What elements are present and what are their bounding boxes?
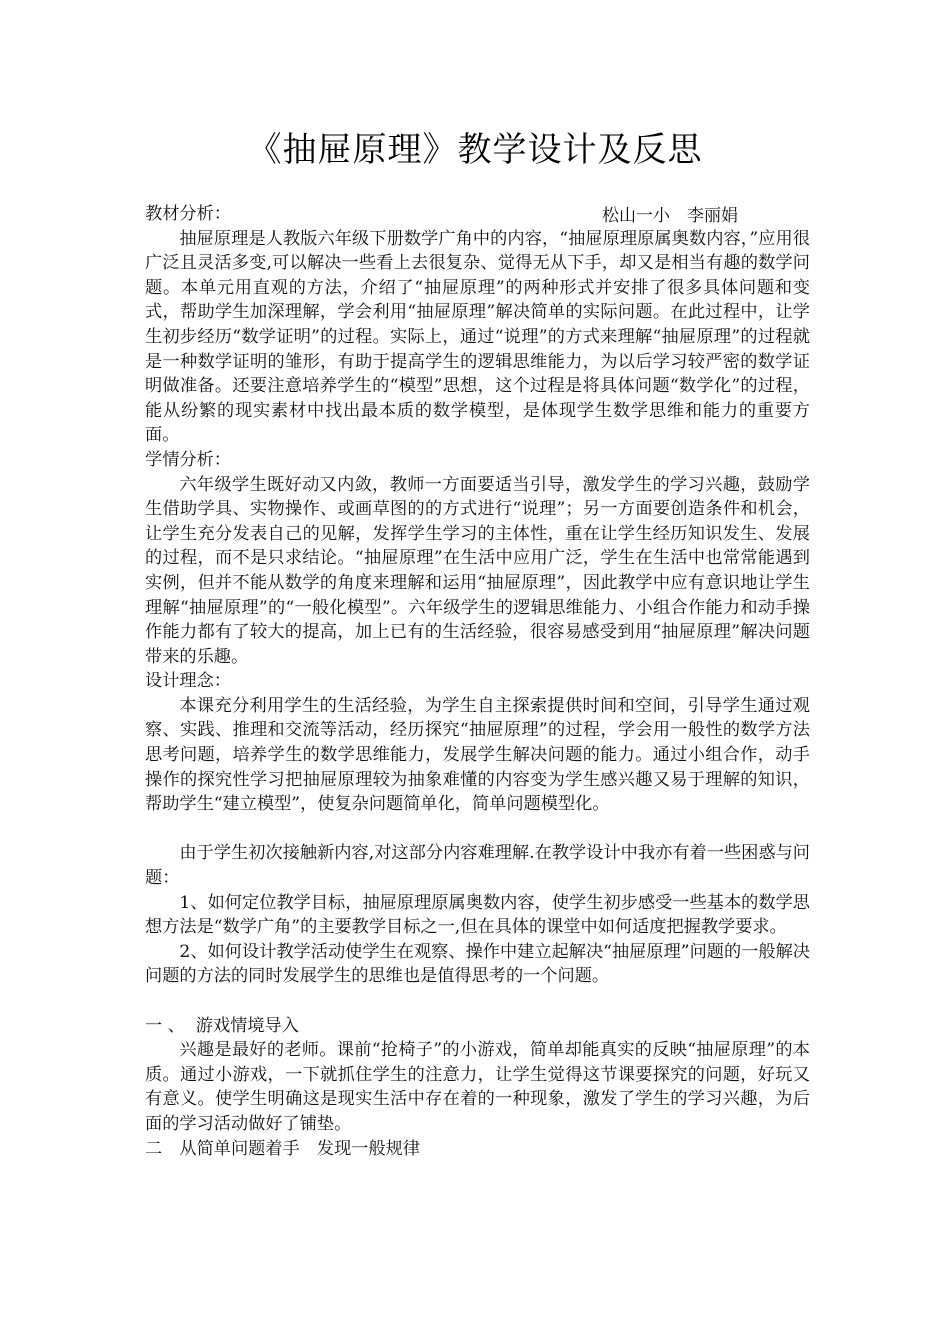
section-heading-part2: 二 从简单问题着手 发现一般规律 bbox=[145, 1138, 421, 1159]
author-line: 松山一小 李丽娟 bbox=[602, 206, 738, 226]
document-body bbox=[145, 202, 810, 1161]
document-title: 《抽屉原理》教学设计及反思 bbox=[247, 130, 703, 170]
blank-line bbox=[145, 817, 810, 842]
section-heading-concept: 设计理念： bbox=[145, 671, 231, 692]
paragraph-concept: 本课充分利用学生的生活经验，为学生自主探索提供时间和空间，引导学生通过观察、实践、推理和交流等活动，经历探究“抽屉原理”的过程，学会用一般性的数学方法思考问题，培养学生的数学思维能力，发展学生解决问题的能力。通过小组合作，动手操作的探究性学习把抽屉原理较为抽象难懂的内容变为学生感兴趣又易于理解的知识，帮助学生“建立模型”，使复杂问题简单化，简单问题模型化。 bbox=[145, 695, 810, 815]
paragraph-students: 六年级学生既好动又内敛，教师一方面要适当引导，激发学生的学习兴趣，鼓励学生借助学具、实物操作、或画草图的的方式进行“说理”；另一方面要创造条件和机会，让学生充分发表自己的见解，发挥学生学习的主体性，重在让学生经历知识发生、发展的过程，而不是只求结论。“抽屉原理”在生活中应用广泛，学生在生活中也常常能遇到实例，但并不能从数学的角度来理解和运用“抽屉原理”，因此教学中应有意识地让学生理解“抽屉原理”的“一般化模型”。六年级学生的逻辑思维能力、小组合作能力和动手操作能力都有了较大的提高，加上已有的生活经验，很容易感受到用“抽屉原理”解决问题带来的乐趣。 bbox=[145, 474, 810, 667]
section-heading-students: 学情分析： bbox=[145, 449, 231, 470]
paragraph-question-1: 1、如何定位教学目标，抽屉原理原属奥数内容，使学生初步感受一些基本的数学思想方法是“数学广角”的主要教学目标之一,但在具体的课堂中如何适度把握教学要求。 bbox=[145, 892, 810, 938]
blank-line bbox=[145, 989, 810, 1014]
paragraph-reflection-intro: 由于学生初次接触新内容,对这部分内容难理解.在教学设计中我亦有着一些困惑与问题： bbox=[145, 843, 810, 889]
paragraph-part1: 兴趣是最好的老师。课前“抢椅子”的小游戏，简单却能真实的反映“抽屉原理”的本质。通过小游戏，一下就抓住学生的注意力，让学生觉得这节课要探究的问题，好玩又有意义。使学生明确这是现实生活中存在着的一种现象，激发了学生的学习兴趣，为后面的学习活动做好了铺垫。 bbox=[145, 1040, 810, 1134]
section-heading-material: 教材分析： bbox=[145, 204, 231, 224]
paragraph-question-2: 2、如何设计教学活动使学生在观察、操作中建立起解决“抽屉原理”问题的一般解决问题的方法的同时发展学生的思维也是值得思考的一个问题。 bbox=[145, 941, 810, 987]
paragraph-material: 抽屉原理是人教版六年级下册数学广角中的内容，“抽屉原理原属奥数内容，”应用很广泛且灵活多变,可以解决一些看上去很复杂、觉得无从下手，却又是相当有趣的数学问题。本单元用直观的方法，介绍了“抽屉原理”的两种形式并安排了很多具体问题和变式，帮助学生加深理解，学会利用“抽屉原理”解决简单的实际问题。在此过程中，让学生初步经历“数学证明”的过程。实际上，通过“说理”的方式来理解“抽屉原理”的过程就是一种数学证明的雏形，有助于提高学生的逻辑思维能力，为以后学习较严密的数学证明做准备。还要注意培养学生的“模型”思想，这个过程是将具体问题“数学化”的过程，能从纷繁的现实素材中找出最本质的数学模型，是体现学生数学思维和能力的重要方面。 bbox=[145, 228, 810, 446]
section-heading-part1: 一 、 游戏情境导入 bbox=[145, 1015, 299, 1036]
